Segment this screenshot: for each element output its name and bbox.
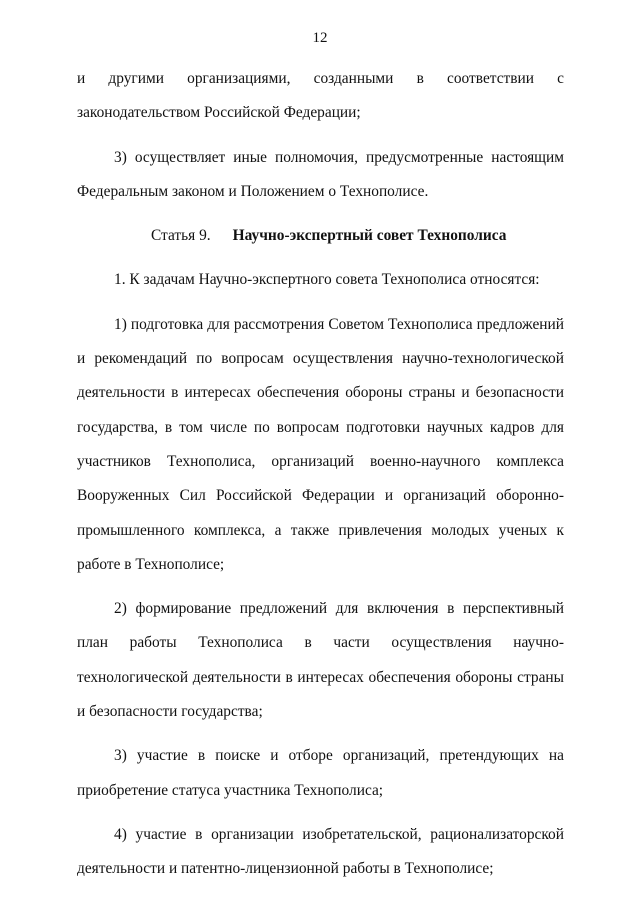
article-number: Статья 9. [151,227,211,245]
document-body [77,62,564,897]
paragraph-task-1: 1) подготовка для рассмотрения Советом Технополиса предложений и рекомендаций по вопросам осуществления научно-технологической деятельности в интересах обеспечения обороны страны и безопасности государства, в том числе по вопросам подготовки научных кадров для участников Технополиса, организаций военно-научного комплекса Вооруженных Сил Российской Федерации и организаций оборонно-промышленного комплекса, а также привлечения молодых ученых к работе в Технополисе; [77,315,564,573]
paragraph-continuation: и другими организациями, созданными в соответствии с законодательством Российской Федерации; [77,70,564,122]
page-number: 12 [312,30,328,46]
paragraph-tasks-intro: 1. К задачам Научно-экспертного совета Технополиса относятся: [114,271,540,289]
paragraph-task-4: 4) участие в организации изобретательской, рационализаторской деятельности и патентно-лицензионной работы в Технополисе; [77,825,564,878]
article-heading [77,219,564,253]
paragraph-task-3: 3) участие в поиске и отборе организаций, претендующих на приобретение статуса участника Технополиса; [77,747,564,799]
article-title: Научно-экспертный совет Технополиса [232,227,507,245]
paragraph-item-3-powers: 3) осуществляет иные полномочия, предусмотренные настоящим Федеральным законом и Положением о Технополисе. [77,148,564,200]
paragraph-task-2: 2) формирование предложений для включения в перспективный план работы Технополиса в части осуществления научно-технологической деятельности в интересах обеспечения обороны страны и безопасности государства; [77,600,564,721]
